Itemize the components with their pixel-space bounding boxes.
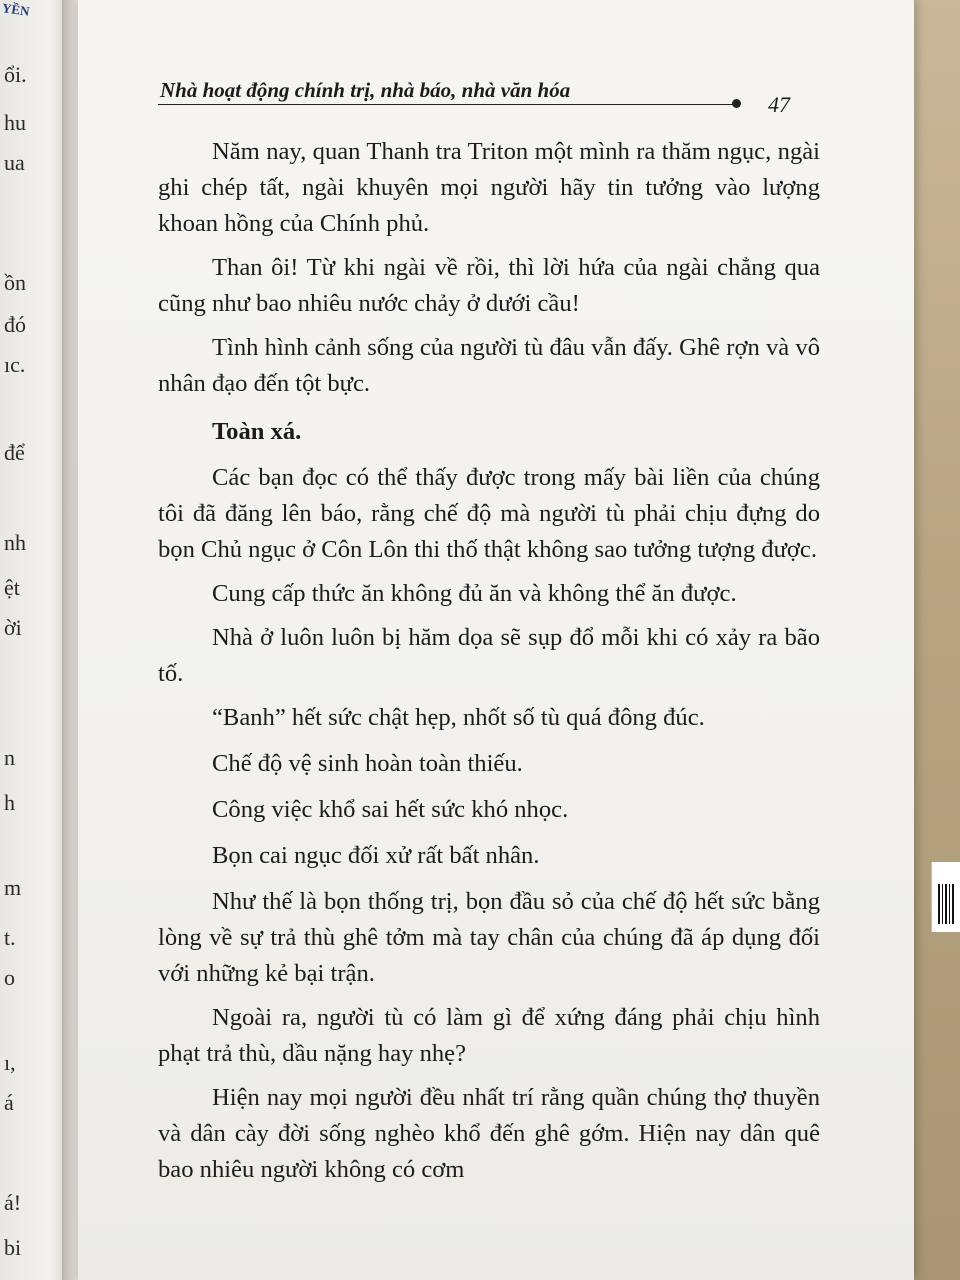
paragraph: Công việc khổ sai hết sức khó nhọc. [212, 796, 569, 823]
left-page-fragment: bi [4, 1235, 22, 1260]
page-number: 47 [768, 92, 790, 117]
left-page-fragment: m [4, 875, 22, 900]
paragraph: Than ôi! Từ khi ngài về rồi, thì lời hứa của ngài chẳng qua cũng như bao nhiêu nước chảy ở dưới cầu! [158, 254, 820, 317]
left-page-fragment: n [4, 745, 15, 770]
paragraph: Tình hình cảnh sống của người tù đâu vẫn đấy. Ghê rợn và vô nhân đạo đến tột bực. [158, 334, 820, 397]
paragraph: Chế độ vệ sinh hoàn toàn thiếu. [212, 750, 523, 777]
left-page [0, 0, 70, 1280]
left-page-fragment: để [4, 440, 25, 465]
left-page-fragment: hu [4, 110, 26, 135]
paragraph: Ngoài ra, người tù có làm gì để xứng đáng phải chịu hình phạt trả thù, dầu nặng hay nhẹ? [158, 1004, 820, 1067]
left-page-fragment: ı, [4, 1050, 16, 1075]
left-page-fragment: đó [4, 312, 26, 337]
left-page-fragment: t. [4, 925, 16, 950]
paragraph: Năm nay, quan Thanh tra Triton một mình ra thăm ngục, ngài ghi chép tất, ngài khuyên mọi người hãy tin tưởng vào lượng khoan hồng của Chính phủ. [158, 138, 820, 237]
book-page [78, 0, 914, 1280]
paragraph: Bọn cai ngục đối xử rất bất nhân. [212, 842, 540, 869]
barcode-sticker [931, 862, 960, 932]
left-page-fragment: h [4, 790, 15, 815]
paragraph: “Banh” hết sức chật hẹp, nhốt số tù quá đông đúc. [212, 704, 705, 731]
paragraph: Cung cấp thức ăn không đủ ăn và không thể ăn được. [212, 580, 737, 607]
left-page-fragment: ua [4, 150, 25, 175]
left-page-fragment: nh [4, 530, 26, 555]
left-page-fragment: ời [4, 615, 22, 640]
paragraph: Các bạn đọc có thể thấy được trong mấy bài liền của chúng tôi đã đăng lên báo, rằng chế độ mà người tù phải chịu đựng do bọn Chủ ngục ở Côn Lôn thi thố thật không sao tưởng tượng được. [158, 464, 820, 563]
left-page-fragment: ồn [4, 270, 26, 295]
left-page-fragment: ıc. [4, 352, 26, 377]
left-page-fragment: á! [4, 1190, 22, 1215]
left-page-fragment: o [4, 965, 15, 990]
barcode-icon [938, 884, 956, 924]
header-rule [158, 104, 736, 105]
section-heading: Toàn xá. [212, 418, 302, 445]
body-text [158, 134, 820, 1196]
paragraph: Như thế là bọn thống trị, bọn đầu sỏ của chế độ hết sức bằng lòng về sự trả thù ghê tởm mà tay chân của chúng đã áp dụng đối với những kẻ bại trận. [158, 888, 820, 987]
header-rule-dot [732, 99, 741, 108]
running-title: Nhà hoạt động chính trị, nhà báo, nhà văn hóa [160, 78, 571, 102]
paragraph: Hiện nay mọi người đều nhất trí rằng quần chúng thợ thuyền và dân cày đời sống nghèo khổ đến ghê gớm. Hiện nay dân quê bao nhiêu người không có cơm [158, 1084, 820, 1183]
left-page-fragment: á [4, 1090, 14, 1115]
left-page-corner-tag: YỀN [1, 0, 31, 19]
left-page-fragment: ệt [4, 575, 20, 600]
paragraph: Nhà ở luôn luôn bị hăm dọa sẽ sụp đổ mỗi khi có xảy ra bão tố. [158, 624, 820, 687]
left-page-fragment: ổi. [4, 62, 27, 87]
